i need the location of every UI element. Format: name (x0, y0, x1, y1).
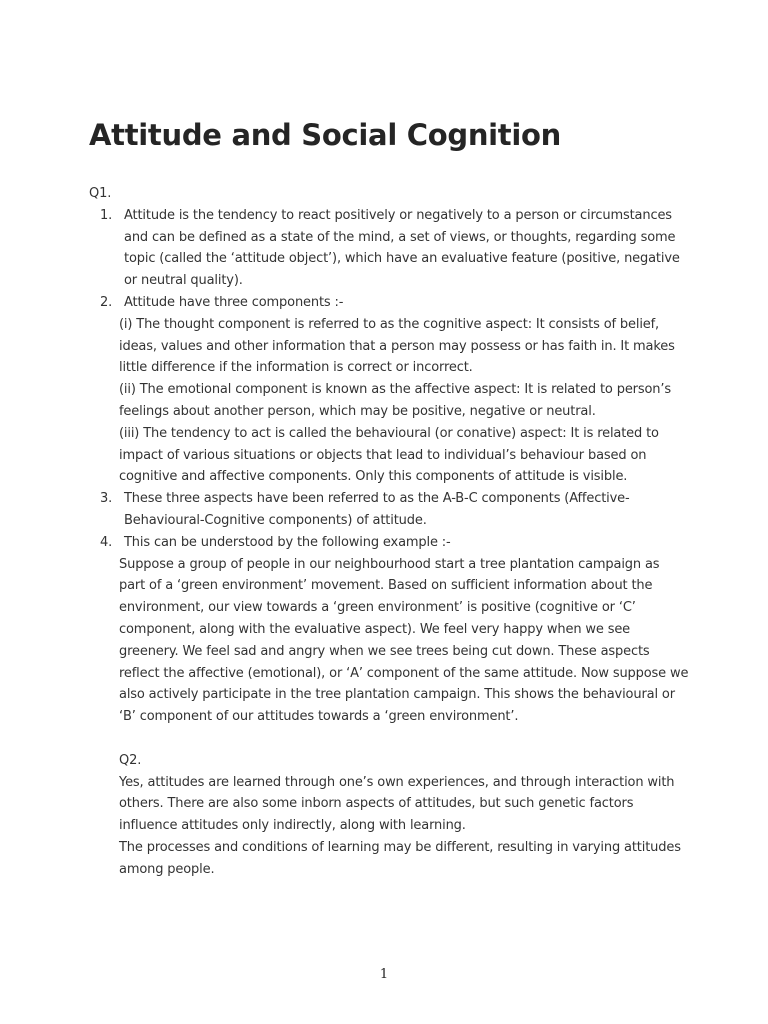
list-item-text: This can be understood by the following example :- (124, 534, 451, 550)
list-item-number: 4. (100, 534, 113, 550)
answer-q2-block (89, 772, 689, 881)
question-label-q2: Q2. (119, 752, 142, 768)
example-block (89, 554, 689, 728)
list-item-text: These three aspects have been referred to as the A-B-C components (Affective-Behavioural-Cognitive components) of attitude. (124, 491, 630, 528)
answer-paragraph: The processes and conditions of learning may be different, resulting in varying attitudes among people. (119, 839, 681, 877)
list-item (89, 292, 689, 314)
components-block (89, 314, 689, 488)
list-item-number: 1. (100, 207, 113, 223)
list-item-number: 3. (100, 491, 113, 507)
component-cognitive: (i) The thought component is referred to as the cognitive aspect: It consists of belief, ideas, values and other information that a person may possess or has faith in. It makes little difference if the information is correct or incorrect. (119, 316, 675, 376)
component-behavioural: (iii) The tendency to act is called the behavioural (or conative) aspect: It is related to impact of various situations or objects that lead to individual’s behaviour based on cognitive and affective components. Only this components of attitude is visible. (119, 425, 659, 485)
spacer (89, 728, 689, 750)
answer-paragraph: Yes, attitudes are learned through one’s own experiences, and through interaction with others. There are also some inborn aspects of attitudes, but such genetic factors influence attitudes only indirectly, along with learning. (119, 774, 675, 834)
list-item-text: Attitude have three components :- (124, 294, 344, 310)
list-item (89, 488, 689, 532)
example-paragraph: Suppose a group of people in our neighbourhood start a tree plantation campaign as part of a ‘green environment’ movement. Based on sufficient information about the environment, our view towards a ‘green environment’ is positive (cognitive or ‘C’ component, along with the evaluative aspect). We feel very happy when we see greenery. We feel sad and angry when we see trees being cut down. These aspects reflect the affective (emotional), or ‘A’ component of the same attitude. Now suppose we also actively participate in the tree plantation campaign. This shows the behavioural or ‘B’ component of our attitudes towards a ‘green environment’. (119, 556, 689, 725)
question-label-q1: Q1. (89, 186, 112, 201)
component-affective: (ii) The emotional component is known as the affective aspect: It is related to person’s feelings about another person, which may be positive, negative or neutral. (119, 382, 671, 419)
list-item-text: Attitude is the tendency to react positively or negatively to a person or circumstances and can be defined as a state of the mind, a set of views, or thoughts, regarding some topic (called the ‘attitude object’), which have an evaluative feature (positive, negative or neutral quality). (124, 207, 680, 289)
page-number: 1 (379, 967, 389, 982)
document-body (89, 183, 689, 881)
page-title: Attitude and Social Cognition (89, 118, 561, 152)
list-item (89, 205, 689, 292)
list-item-number: 2. (100, 294, 113, 310)
list-item (89, 532, 689, 554)
